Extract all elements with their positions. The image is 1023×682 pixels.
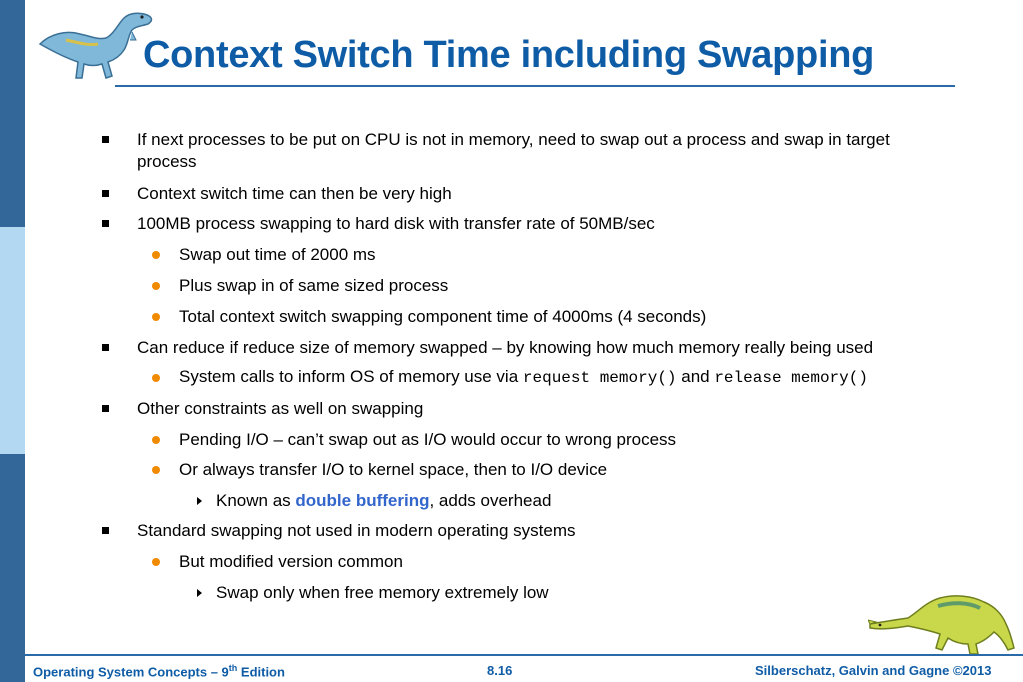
bullet-marker-square bbox=[102, 405, 109, 412]
bullet-marker-dot bbox=[152, 282, 160, 290]
bullet-item: Pending I/O – can’t swap out as I/O would occur to wrong process bbox=[179, 430, 677, 449]
bullet-text: and bbox=[676, 367, 715, 386]
bullet-marker-arrow bbox=[197, 497, 202, 505]
bullet-marker-square bbox=[102, 220, 109, 227]
bullet-marker-dot bbox=[152, 251, 160, 259]
bullet-item: Total context switch swapping component time of 4000ms (4 seconds) bbox=[179, 307, 707, 326]
dinosaur-logo-top-icon bbox=[36, 6, 158, 84]
footer-slide-number: 8.16 bbox=[487, 663, 513, 678]
bullet-item: Plus swap in of same sized process bbox=[179, 276, 449, 295]
footer-edition-text: Edition bbox=[237, 664, 285, 680]
bullet-text-line: If next processes to be put on CPU is not in memory, need to swap out a process and swap in target bbox=[137, 130, 890, 149]
bullet-item: 100MB process swapping to hard disk with transfer rate of 50MB/sec bbox=[137, 214, 655, 233]
footer-rule bbox=[25, 654, 1023, 656]
bullet-text: Known as bbox=[216, 491, 296, 510]
bullet-marker-dot bbox=[152, 313, 160, 321]
code-release-memory: release memory() bbox=[714, 369, 868, 387]
bullet-marker-square bbox=[102, 527, 109, 534]
bullet-text-line: process bbox=[137, 152, 197, 171]
footer-book-title-text: Operating System Concepts – 9 bbox=[33, 664, 229, 680]
sidebar-top-band bbox=[0, 0, 25, 227]
bullet-item bbox=[137, 129, 890, 173]
dinosaur-logo-bottom-icon bbox=[868, 584, 1018, 656]
slide-title: Context Switch Time including Swapping bbox=[143, 34, 875, 76]
footer-edition-sup: th bbox=[228, 663, 238, 673]
footer-book-title bbox=[33, 663, 285, 679]
bullet-text: System calls to inform OS of memory use via bbox=[179, 367, 523, 386]
bullet-item bbox=[179, 366, 868, 389]
sidebar-middle-band bbox=[0, 227, 25, 454]
bullet-marker-square bbox=[102, 190, 109, 197]
bullet-marker-dot bbox=[152, 558, 160, 566]
bullet-marker-dot bbox=[152, 466, 160, 474]
bullet-marker-dot bbox=[152, 374, 160, 382]
title-underline bbox=[115, 85, 955, 87]
bullet-marker-dot bbox=[152, 436, 160, 444]
bullet-item: Context switch time can then be very high bbox=[137, 184, 452, 203]
footer-copyright: Silberschatz, Galvin and Gagne ©2013 bbox=[755, 663, 992, 678]
bullet-item: Swap out time of 2000 ms bbox=[179, 245, 376, 264]
sidebar-bottom-band bbox=[0, 454, 25, 682]
code-request-memory: request memory() bbox=[522, 369, 677, 387]
bullet-item: But modified version common bbox=[179, 552, 403, 571]
bullet-item: Other constraints as well on swapping bbox=[137, 399, 424, 418]
bullet-marker-square bbox=[102, 136, 109, 143]
bullet-text: , adds overhead bbox=[429, 491, 552, 510]
bullet-item: Or always transfer I/O to kernel space, then to I/O device bbox=[179, 460, 608, 479]
bullet-marker-square bbox=[102, 344, 109, 351]
bullet-marker-arrow bbox=[197, 589, 202, 597]
highlight-term: double buffering bbox=[295, 491, 430, 510]
bullet-item bbox=[216, 490, 551, 512]
bullet-item: Standard swapping not used in modern operating systems bbox=[137, 521, 576, 540]
bullet-item: Swap only when free memory extremely low bbox=[216, 583, 549, 602]
bullet-item: Can reduce if reduce size of memory swapped – by knowing how much memory really being used bbox=[137, 338, 874, 357]
